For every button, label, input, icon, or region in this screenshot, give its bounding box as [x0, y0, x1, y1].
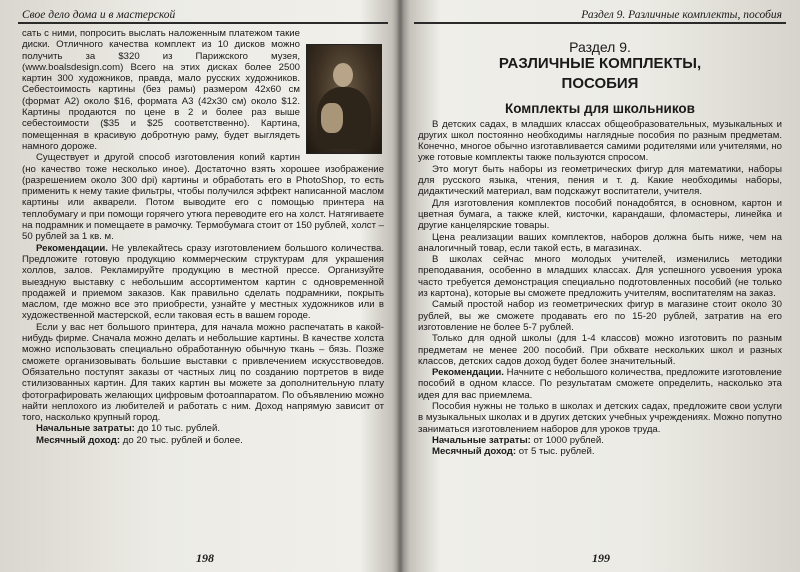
paragraph: сать с ними, попросить выслать наложенным платежом такие диски. Отличного качества комплект из 10 дисков можно получить за $320 из Парижского музея, (www.boalsdesign.com) Всего на этих дисках более 2500 картин 300 художников, правда, мало русских художников. Себестоимость картины (без рамы) размером 42x60 см (формат А2) около $16, формата А3 (42x30 см) около $12. Картины продаются по цене в 2 и более раз выше себестоимости ($35 и $25 соответственно). Картина, помещенная в красивую добротную раму, будет выглядеть намного дороже. — [22, 28, 300, 152]
paragraph: Для изготовления комплектов пособий понадобятся, в основном, картон и цветная бумага, а также клей, кисточки, карандаши, фломастеры, линейка и другие канцелярские товары. — [418, 197, 782, 232]
paragraph-text: от 5 тыс. рублей. — [516, 446, 595, 458]
page-number-right: 199 — [592, 551, 610, 565]
paragraph-text: до 20 тыс. рублей и более. — [120, 434, 243, 446]
paragraph: В школах сейчас много молодых учителей, изменились методики преподавания, особенно в младших классах. Для успешного усвоения урока часто требуется демонстрация специально подготовленных пособий (не только из картона), которые вы сможете предложить учителям, воспитателям на заказ. — [418, 254, 782, 300]
paragraph: В детских садах, в младших классах общеобразовательных, музыкальных и других школ постоянно необходимы наглядные пособия по разным предметам. Конечно, многое обычно изготавливается самими родителями или учителями, но уже готовые комплекты также пользуются спросом. — [418, 118, 782, 164]
paragraph-lead: Месячный доход: — [432, 446, 517, 458]
paragraph — [22, 423, 384, 434]
subsection-title: Комплекты для школьников — [505, 101, 695, 117]
paragraph-lead: Начальные затраты: — [36, 423, 135, 435]
paragraph: Пособия нужны не только в школах и детских садах, предложите свои услуги в музыкальных школах и в других детских учебных учреждениях. Можно попутно заниматься изготовлением наборов для уроков труда. — [418, 401, 782, 435]
paragraph: Существует и другой способ изготовления копий картин (но качество тоже несколько иное). Достаточно взять хорошее изображение (разрешением около 300 dpi) картины и обработать его в PhotoShop, то есть применить к нему такие фильтры, чтобы получился эффект написанной маслом картины или акварели. Потом выводите его с помощью принтера на теплобумагу и при помощи горячего утюга переводите его на холст. Натягиваете на подрамник и помещаете в рамочку. Термобумага стоит от 150 рублей, холст – 50 рублей за 1 кв. м. — [22, 152, 384, 243]
running-head-right: Раздел 9. Различные комплекты, пособия — [414, 8, 786, 24]
paragraph-text: Не увлекайтесь сразу изготовлением большого количества. Предложите готовую продукцию коммерческим структурам для украшения холлов, залов. Рекламируйте продукцию в местной прессе. Организуйте выездную выставку с небольшим ассортиментом картин с одновременной продажей и приемом заказов. Как правильно сделать подрамники, покрыть маслом, где можно все это приобрести, узнайте у местных художников или в художественной мастерской, если таковая есть в вашем городе. — [22, 242, 384, 322]
book-gutter — [392, 0, 410, 572]
paragraph-text: от 1000 рублей. — [530, 434, 604, 446]
left-page — [18, 0, 388, 565]
section-title-line2: ПОСОБИЯ — [561, 75, 639, 93]
paragraph: Это могут быть наборы из геометрических фигур для математики, наборы для русского языка, чтения, пения и т. д. Какие необходимы наборы, дидактический материал, вам подскажут воспитатели, учителя. — [418, 163, 782, 198]
paragraph — [418, 435, 782, 446]
paragraph-text: до 10 тыс. рублей. — [134, 423, 221, 435]
left-page-body — [22, 28, 384, 446]
section-label: Раздел 9. — [569, 39, 631, 55]
paragraph: Цена реализации ваших комплектов, наборов должна быть ниже, чем на аналогичный товар, если такой есть, в магазинах. — [418, 231, 782, 254]
running-head-left: Свое дело дома и в мастерской — [18, 8, 388, 24]
paragraph — [22, 243, 384, 322]
paragraph-lead: Рекомендации. — [36, 242, 108, 254]
paragraph-lead: Месячный доход: — [36, 434, 121, 446]
paragraph-lead: Рекомендации. — [432, 367, 504, 379]
paragraph — [418, 446, 782, 457]
paragraph — [22, 435, 384, 446]
paragraph-text: Начните с небольшого количества, предложите изготовление пособий в одном классе. По результатам сможете определить, насколько эта идея для вас приемлема. — [418, 367, 782, 401]
portrait-face — [333, 63, 353, 87]
section-title-line1: РАЗЛИЧНЫЕ КОМПЛЕКТЫ, — [498, 55, 702, 73]
page-number-left: 198 — [196, 551, 214, 565]
paragraph: Только для одной школы (для 1-4 классов) можно изготовить по разным предметам не менее 200 пособий. При обхвате нескольких школ и разных классов, детских садов доход будет более значительный. — [418, 333, 782, 367]
right-page-body — [418, 40, 782, 458]
paragraph: Самый простой набор из геометрических фигур в магазине стоит около 30 рублей, вы же сможете продавать его по 15-20 рублей, затратив на его изготовление не более 5-7 рублей. — [418, 299, 782, 333]
paragraph-lead: Начальные затраты: — [432, 434, 531, 446]
right-page — [414, 0, 786, 565]
paragraph: Если у вас нет большого принтера, для начала можно распечатать в какой-нибудь фирме. Сначала можно делать и небольшие картины. В качестве холста можно использовать специально обработанную обычную ткань – бязь. Позже сможете организовывать большие выставки с привлечением искусствоведов. Обязательно поступят заказы от частных лиц по созданию портретов в виде стилизованных картин. Для таких картин вы можете за дополнительную плату фотографировать желающих цифровым фотоаппаратом. По объявлению можно найти неплохого из любителей и работать с ним. Доход напрямую зависит от того, насколько крупный город. — [22, 321, 384, 424]
portrait-child — [321, 103, 343, 133]
paragraph — [418, 367, 782, 401]
madonna-painting-illustration — [306, 44, 382, 154]
